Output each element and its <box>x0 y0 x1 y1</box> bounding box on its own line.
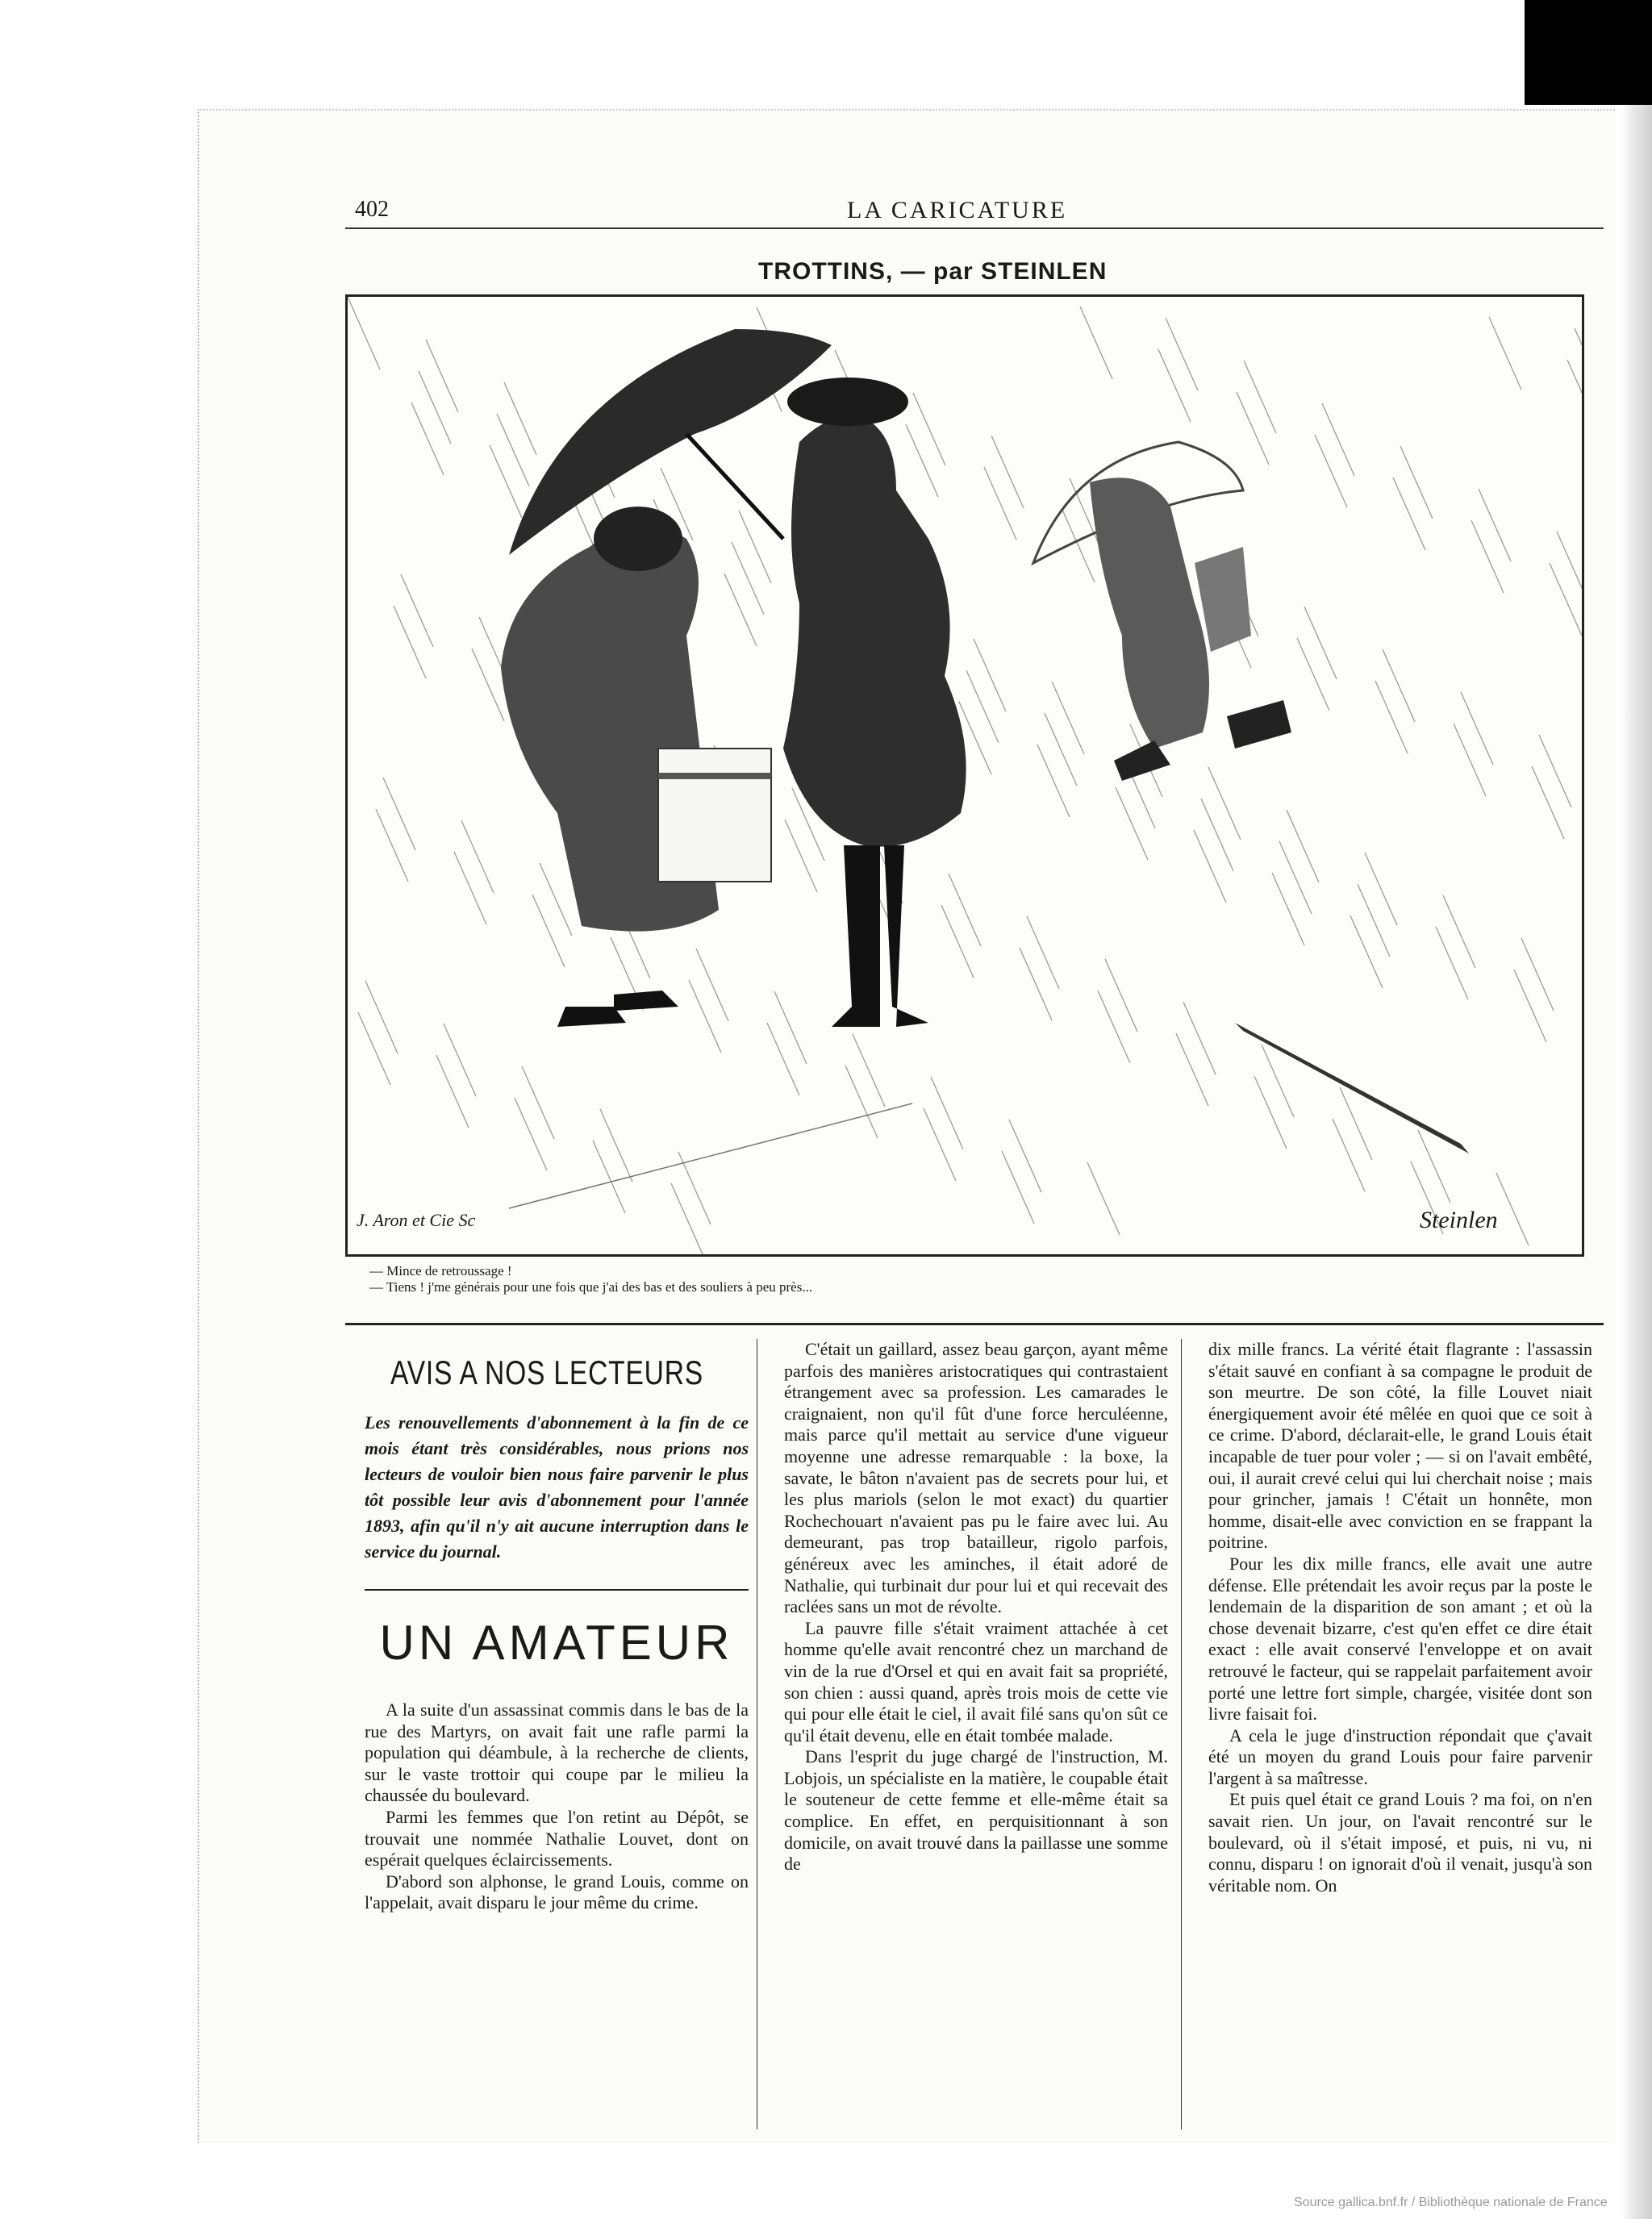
rain-stroke <box>454 852 486 924</box>
story-paragraph: Parmi les femmes que l'on retint au Dépôt, se trouvait une nommée Nathalie Louvet, dont on espérait quelques éclaircissements. <box>365 1806 749 1871</box>
rain-stroke <box>1105 959 1137 1032</box>
figure-girl-standing <box>783 416 966 847</box>
rain-stroke <box>1567 360 1582 432</box>
story-paragraph: Pour les dix mille francs, elle avait une autre défense. Elle prétendait les avoir reçus par la poste le lendemain de la disparition de son amant ; et où la chose devenait bizarre, c'est qu'en effet ce dire était exact : elle avait conservé l'enveloppe et on avait retrouvé le facteur, qui se rappelait parfaitement avoir porté une lettre fort simple, chargée, visitée dont son livre faisait foi. <box>1208 1553 1592 1725</box>
caption-line: — Tiens ! j'me générais pour une fois que j'ai des bas et des souliers à peu près... <box>369 1279 813 1295</box>
rain-stroke <box>1272 873 1304 945</box>
rain-stroke <box>461 820 494 893</box>
rain-stroke <box>1176 1033 1208 1106</box>
rain-stroke <box>411 403 444 475</box>
rain-stroke <box>696 949 728 1021</box>
rain-stroke <box>1020 948 1052 1020</box>
rain-stroke <box>1080 307 1112 379</box>
figure-man-walking <box>1090 478 1209 749</box>
source-credit[interactable]: Source gallica.bnf.fr / Bibliothèque nationale de France <box>1294 2196 1608 2209</box>
rain-stroke <box>941 905 974 978</box>
rain-stroke <box>1461 692 1493 765</box>
journal-title: LA CARICATURE <box>847 197 1068 223</box>
rain-stroke <box>1279 841 1312 914</box>
rain-stroke <box>1237 392 1269 465</box>
header-rule <box>345 227 1604 229</box>
rain-stroke <box>991 436 1024 508</box>
rain-stroke <box>767 1023 799 1095</box>
scan-dark-corner <box>1525 0 1652 105</box>
rain-stroke <box>1333 1119 1365 1191</box>
rain-stroke <box>1304 607 1337 679</box>
rain-stroke <box>1400 446 1433 519</box>
rain-stroke <box>490 445 522 518</box>
rain-stroke <box>1166 318 1198 390</box>
rain-stroke <box>1471 520 1504 593</box>
rain-stroke <box>593 1141 625 1213</box>
rain-stroke <box>1454 724 1486 796</box>
rain-stroke <box>1393 478 1425 550</box>
illustration-caption <box>369 1263 812 1295</box>
rain-stroke <box>1208 767 1241 840</box>
story-paragraph: A la suite d'un assassinat commis dans le bas de la rue des Martyrs, on avait fait une rafle parmi la population qui déambule, à la recherche de clients, sur le vaste trottoir qui coupe par le milieu la chaussée du boulevard. <box>365 1700 749 1806</box>
rain-stroke <box>1383 649 1415 722</box>
rain-stroke <box>532 895 565 967</box>
rain-stroke <box>1052 682 1084 754</box>
rain-stroke <box>1002 1151 1034 1224</box>
rain-stroke <box>1514 970 1546 1042</box>
rain-stroke <box>515 1098 547 1170</box>
rain-stroke <box>1322 403 1354 476</box>
rain-stroke <box>1244 361 1276 433</box>
rain-stroke <box>1418 1130 1450 1203</box>
caption-line: — Mince de retroussage ! <box>369 1263 512 1278</box>
column-rule <box>365 1589 749 1591</box>
rain-stroke <box>1315 435 1347 507</box>
rain-stroke <box>845 1066 878 1138</box>
rain-stroke <box>1479 489 1511 561</box>
rain-stroke <box>724 574 757 646</box>
story-paragraph: Et puis quel était ce grand Louis ? ma foi, on n'en savait rien. Un jour, on l'avait rencontré sur le boulevard, où il s'était imposé, et puis, ni vu, ni connu, disparu ! on ignorait d'où il venait, jusqu'à son véritable nom. On <box>1208 1789 1592 1896</box>
rain-stroke <box>732 542 764 615</box>
story-paragraph: Dans l'esprit du juge chargé de l'instruction, M. Lobjois, un spécialiste en la matière, le coupable était le souteneur de cette femme et elle-même était sa complice. En effet, en perquisitionnant à son domicile, on avait trouvé dans la paillasse une somme de <box>784 1746 1168 1875</box>
illustration-drawing <box>348 297 1582 1254</box>
rain-stroke <box>1254 1076 1287 1149</box>
rain-stroke <box>671 1183 703 1254</box>
rain-stroke <box>1436 927 1468 999</box>
rain-stroke <box>522 1066 554 1139</box>
story-paragraph: La pauvre fille s'était vraiment attachée à cet homme qu'elle avait rencontré chez un marchand de vin de la rue d'Orsel et qui en avait fait sa propriété, son chien : aussi quand, après trois mois de cette vie qui pour elle était le ciel, il avait filé sans qu'on sût ce qu'il était devenu, elle en était tombée malade. <box>784 1617 1168 1746</box>
illustration-title: TROTTINS, — par STEINLEN <box>758 258 1108 285</box>
rain-stroke <box>931 1077 963 1149</box>
column-3 <box>1189 1339 1592 1896</box>
rain-stroke <box>1365 853 1397 925</box>
rain-stroke <box>1009 1120 1041 1192</box>
rain-stroke <box>906 424 938 497</box>
rain-stroke <box>1194 830 1226 903</box>
rain-stroke <box>376 809 408 882</box>
rain-stroke <box>774 991 807 1064</box>
rain-stroke <box>1521 938 1554 1011</box>
rain-stroke <box>924 1108 956 1181</box>
story-title: UN AMATEUR <box>379 1616 734 1670</box>
rain-stroke <box>504 382 536 455</box>
rain-stroke <box>1496 1173 1529 1245</box>
rain-stroke <box>426 340 458 412</box>
rain-stroke <box>472 649 504 721</box>
rain-stroke <box>1443 895 1475 968</box>
rain-stroke <box>600 1109 632 1182</box>
rain-stroke <box>1287 810 1319 882</box>
rain-stroke <box>383 778 415 850</box>
rain-stroke <box>1489 317 1521 390</box>
engraver-signature: J. Aron et Cie Sc <box>357 1210 476 1230</box>
notice-title: AVIS A NOS LECTEURS <box>390 1354 704 1391</box>
story-paragraph: C'était un gaillard, assez beau garçon, ayant même parfois des manières aristocratiques qui contrastaient étrangement avec sa profession. Les camarades le craignaient, non qu'il fût d'une force herculéenne, mais parce qu'il mettait au service d'une vigueur moyenne une adresse remarquable : la boxe, la savate, le bâton n'avaient pas de secrets pour lui, et les plus mariols (selon le mot exact) du quartier Rochechouart n'avaient pas pu le faire avec lui. Au demeurant, pas trop batailleur, rigolo parfois, généreux avec les aminches, il était adoré de Nathalie, qui turbinait dur pour lui et qui recevait des raclées sans un mot de révolte. <box>784 1339 1168 1617</box>
rain-stroke <box>689 980 721 1053</box>
story-paragraph: dix mille francs. La vérité était flagrante : l'assassin s'était sauvé en confiant à sa compagne le produit de son meurtre. De son côté, la fille Louvet niait énergiquement avoir été mêlée en quoi que ce soit à ce crime. D'abord, déclarait-elle, le grand Louis était incapable de tuer pour voler ; — si on l'avait embêté, oui, il aurait crevé celui qui lui cherchait noise ; mais pour grincher, jamais ! C'était un honnête, mon homme, disait-elle avec conviction en se frappant la poitrine. <box>1208 1339 1592 1553</box>
rain-stroke <box>1027 916 1059 989</box>
rain-stroke <box>444 1024 476 1096</box>
rain-stroke <box>966 670 999 743</box>
column-1 <box>345 1339 749 1914</box>
rain-stroke <box>1539 735 1571 807</box>
rain-stroke <box>1375 681 1408 753</box>
column-divider <box>1181 1339 1182 2129</box>
rain-stroke <box>1183 1002 1216 1074</box>
column-2 <box>765 1339 1168 1875</box>
rain-stroke <box>436 1055 469 1128</box>
rain-stroke <box>785 820 817 892</box>
rain-stroke <box>1550 563 1582 636</box>
rain-stroke <box>949 874 981 946</box>
artist-signature: Steinlen <box>1420 1207 1498 1233</box>
rain-stroke <box>1201 799 1233 871</box>
rain-stroke <box>365 981 398 1053</box>
rain-stroke <box>1350 916 1383 988</box>
rain-stroke <box>853 1034 885 1107</box>
rain-stroke <box>1037 745 1070 817</box>
rain-stroke <box>419 371 451 444</box>
rain-stroke <box>984 467 1016 540</box>
rain-stroke <box>913 393 945 465</box>
hatbox <box>658 749 771 882</box>
story-paragraph: D'abord son alphonse, le grand Louis, comme on l'appelait, avait disparu le jour même du crime. <box>365 1871 749 1913</box>
rain-stroke <box>1532 766 1564 839</box>
rain-stroke <box>348 297 380 369</box>
story-paragraph: A cela le juge d'instruction répondait que ç'avait été un moyen du grand Louis pour faire parvenir l'argent à sa maîtresse. <box>1208 1725 1592 1788</box>
page-number: 402 <box>355 197 389 222</box>
rain-stroke <box>1557 532 1582 604</box>
rain-stroke <box>497 414 529 486</box>
section-rule <box>345 1323 1604 1325</box>
rain-stroke <box>1358 884 1390 957</box>
notice-body: Les renouvellements d'abonnement à la fin de ce mois étant très considérables, nous prions nos lecteurs de vouloir bien nous faire parvenir le plus tôt possible leur avis d'abonnement pour l'année 1893, afin qu'il n'y ait aucune interruption dans le service du journal. <box>365 1412 749 1562</box>
rain-stroke <box>1116 787 1148 860</box>
rain-stroke <box>1087 1162 1120 1235</box>
scan-page-edge <box>1621 105 1652 2219</box>
illustration-frame <box>345 294 1584 1257</box>
rain-stroke <box>1158 349 1191 422</box>
rain-stroke <box>1045 713 1077 786</box>
rain-stroke <box>1297 638 1329 711</box>
rain-stroke <box>974 639 1006 711</box>
rain-stroke <box>540 863 572 936</box>
rain-stroke <box>358 1012 390 1085</box>
rain-stroke <box>394 606 426 678</box>
rain-stroke <box>1098 991 1130 1063</box>
rain-stroke <box>401 574 433 647</box>
